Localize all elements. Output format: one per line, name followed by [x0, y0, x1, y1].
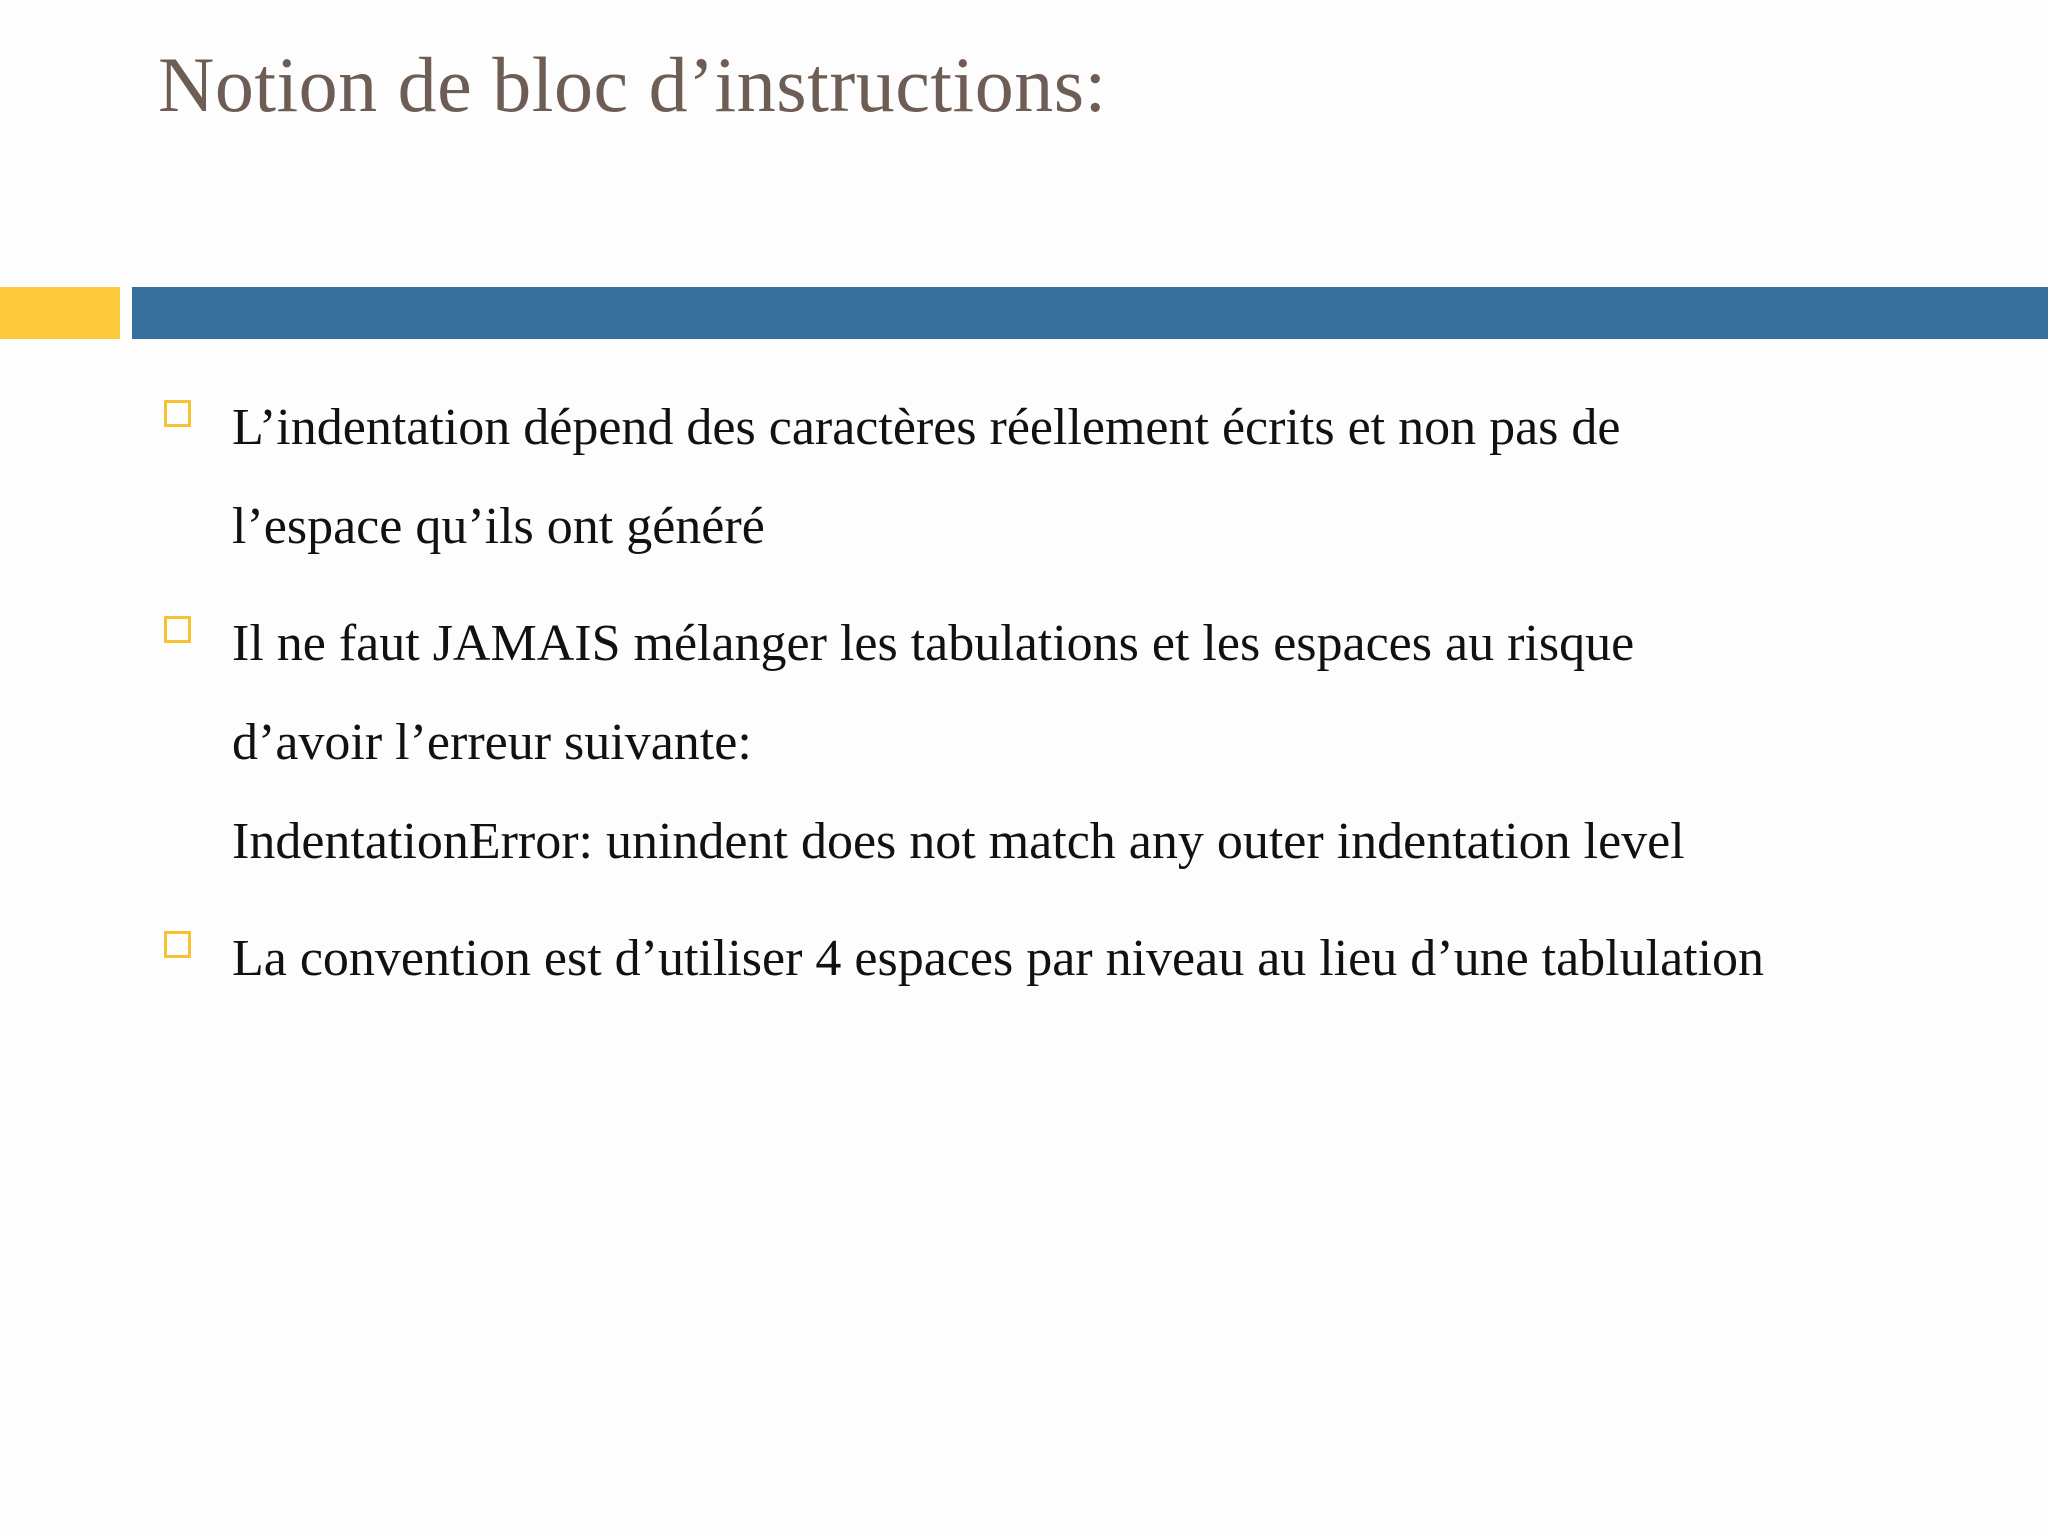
bullet-text: Il ne faut JAMAIS mélanger les tabulations et les espaces au risque	[232, 615, 1635, 672]
square-bullet-icon	[164, 616, 191, 643]
square-bullet-icon	[164, 931, 191, 958]
bullet-text: L’indentation dépend des caractères réellement écrits et non pas de	[232, 399, 1621, 456]
accent-bar-blue	[132, 287, 2048, 339]
slide-title: Notion de bloc d’instructions:	[158, 41, 1107, 128]
bullet-text: La convention est d’utiliser 4 espaces par niveau au lieu d’une tablulation	[232, 930, 1765, 987]
bullet-item	[160, 378, 2020, 576]
bullet-list	[160, 378, 2020, 1026]
bullet-item	[160, 594, 2020, 891]
square-bullet-icon	[164, 400, 191, 427]
accent-bar-yellow	[0, 287, 120, 339]
bullet-text: IndentationError: unindent does not match any outer indentation level	[232, 813, 1685, 870]
bullet-text: l’espace qu’ils ont généré	[232, 498, 765, 555]
bullet-item	[160, 909, 2020, 1008]
bullet-text: d’avoir l’erreur suivante:	[232, 714, 752, 771]
